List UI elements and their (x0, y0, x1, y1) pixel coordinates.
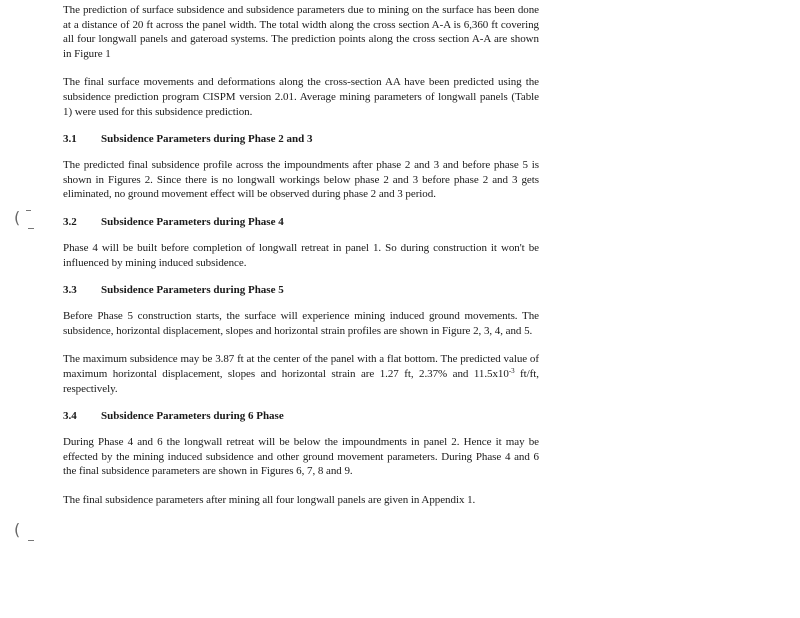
paragraph-phase-4: Phase 4 will be built before completion of longwall retreat in panel 1. So during construction it won't be influenced by mining induced subsidence. (63, 241, 539, 269)
paragraph-phase-2-3: The predicted final subsidence profile across the impoundments after phase 2 and 3 and before phase 5 is shown in Figures 2. Since there is no longwall workings below phase 2 and 3 before phase 2 and 3 gets eliminated, no ground movement effect will be observed during phase 2 and 3 period. (63, 159, 539, 201)
margin-paren-glyph: ( (14, 208, 21, 227)
exponent: -3 (508, 366, 515, 375)
section-title: Subsidence Parameters during Phase 5 (101, 284, 284, 297)
section-heading-3-1 (63, 132, 539, 146)
section-title: Subsidence Parameters during 6 Phase (101, 410, 284, 423)
section-number: 3.1 (63, 133, 77, 146)
paragraph-appendix: The final subsidence parameters after mining all four longwall panels are given in Appendix 1. (63, 493, 476, 506)
section-number: 3.4 (63, 410, 77, 423)
max-subsidence-text: The maximum subsidence may be 3.87 ft at the center of the panel with a flat bottom. The predicted value of maximum horizontal displacement, slopes and horizontal strain are 1.27 ft, 2.37% and 11.5x10 (63, 353, 539, 380)
section-number: 3.3 (63, 284, 77, 297)
section-number: 3.2 (63, 215, 77, 228)
section-title: Subsidence Parameters during Phase 4 (101, 215, 284, 228)
paragraph-cispm-program: The final surface movements and deformations along the cross-section AA have been predicted using the subsidence prediction program CISPM version 2.01. Average mining parameters of longwall panels (Table 1) were used for this subsidence prediction. (63, 76, 539, 118)
max-subsidence-units: ft/ft, respectively. (63, 367, 539, 395)
paragraph-maximum-subsidence (63, 352, 539, 396)
paragraph-phase-5: Before Phase 5 construction starts, the surface will experience mining induced ground movements. The subsidence, horizontal displacement, slopes and horizontal strain profiles are shown in Figure 2, 3, 4, and 5. (63, 310, 539, 337)
document-page (63, 3, 539, 507)
section-heading-3-3 (63, 283, 539, 297)
margin-punch-mark (8, 520, 36, 544)
paragraph-phase-4-6: During Phase 4 and 6 the longwall retreat will be below the impoundments in panel 2. Hence it may be effected by the mining induced subsidence and other ground movement parameters. During Phase 4 and 6 the final subsidence parameters are shown in Figures 6, 7, 8 and 9. (63, 436, 539, 478)
section-title: Subsidence Parameters during Phase 2 and 3 (101, 133, 313, 146)
paragraph-prediction-intro: The prediction of surface subsidence and subsidence parameters due to mining on the surface has been done at a distance of 20 ft across the panel width. The total width along the cross section A-A is 6,360 ft covering all four longwall panels and gateroad systems. The prediction points along the cross section A-A are shown in Figure 1 (63, 4, 539, 60)
margin-punch-mark (8, 208, 36, 232)
section-heading-3-2 (63, 215, 539, 229)
margin-paren-glyph: ( (14, 520, 21, 539)
section-heading-3-4 (63, 409, 539, 423)
